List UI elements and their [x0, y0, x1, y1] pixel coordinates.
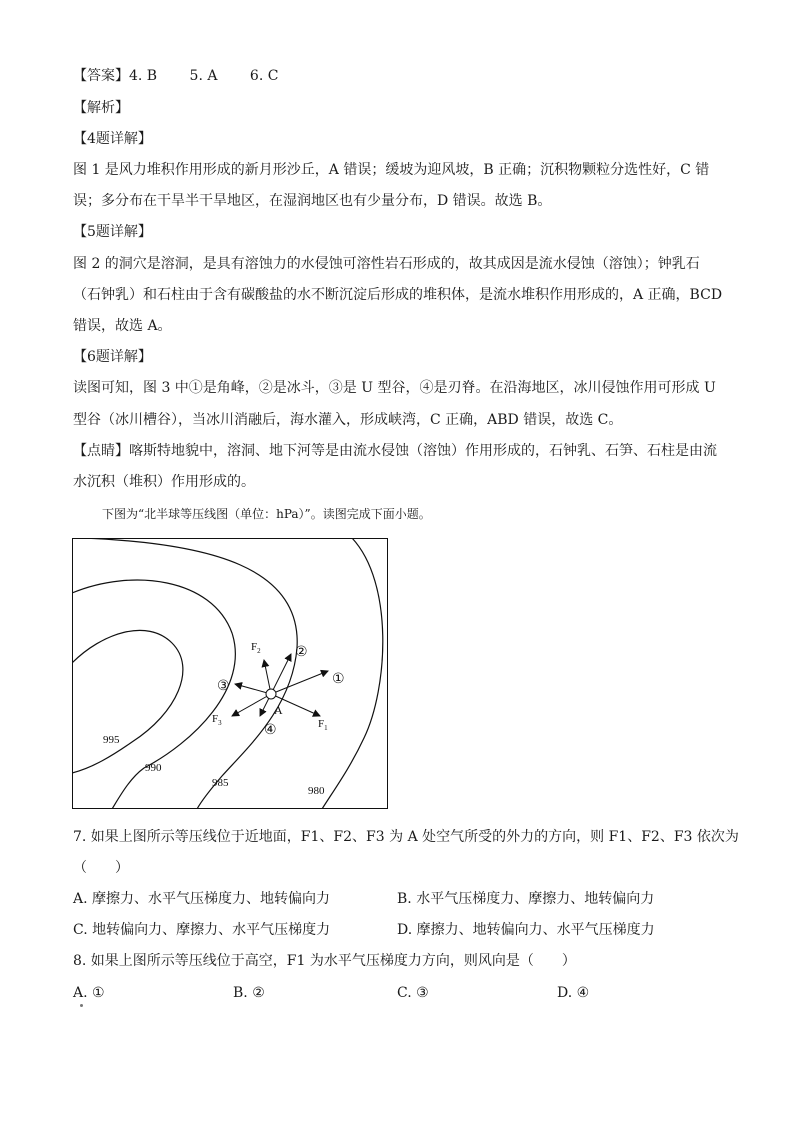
answer-line: [73, 66, 278, 86]
q7-option-d[interactable]: D. 摩擦力、地转偏向力、水平气压梯度力: [397, 922, 655, 938]
q6-label: 【6题详解】: [73, 349, 152, 365]
q5-line-3: 错误，故选 A。: [73, 318, 172, 334]
answer-label: 【答案】: [73, 68, 129, 84]
q8-stem: 8. 如果上图所示等压线位于高空，F1 为水平气压梯度力方向，则风向是（ ）: [73, 953, 576, 969]
tip-line-1: [73, 441, 717, 461]
figure-intro: 下图为“北半球等压线图（单位：hPa）”。读图完成下面小题。: [102, 507, 431, 521]
analysis-label: 【解析】: [73, 100, 129, 116]
tip-line-2: 水沉积（堆积）作用形成的。: [73, 474, 255, 490]
tip-text-1: 喀斯特地貌中，溶洞、地下河等是由流水侵蚀（溶蚀）作用形成的，石钟乳、石笋、石柱是由流: [129, 443, 717, 459]
q5-label: 【5题详解】: [73, 224, 152, 240]
q7-stem-2: （ ）: [73, 860, 129, 876]
label-f2: $F_2$: [251, 641, 261, 655]
isobar-995: [72, 630, 183, 773]
label-dir-3: ③: [217, 678, 230, 694]
q5-line-1: 图 2 的洞穴是溶洞，是具有溶蚀力的水侵蚀可溶性岩石形成的，故其成因是流水侵蚀（溶蚀）；钟乳石: [73, 256, 700, 272]
q4-line-2: 误；多分布在干旱半干旱地区，在湿润地区也有少量分布，D 错误。故选 B。: [73, 193, 552, 209]
label-dir-2: ②: [295, 644, 308, 660]
stray-mark: [80, 1004, 83, 1007]
isobar-985: [82, 538, 297, 809]
q6-line-2: 型谷（冰川槽谷），当冰川消融后，海水灌入，形成峡湾，C 正确，ABD 错误，故选 C。: [73, 412, 623, 428]
isobar-label-990: 990: [145, 762, 162, 774]
isobar-label-980: 980: [308, 785, 325, 797]
label-f3: $F_3$: [212, 713, 222, 727]
point-a-label: A: [274, 703, 283, 717]
q4-line-1: 图 1 是风力堆积作用形成的新月形沙丘，A 错误；缓坡为迎风坡，B 正确；沉积物颗粒分选性好，C 错: [73, 162, 710, 178]
arrow-1: [271, 671, 328, 694]
point-a: [266, 689, 276, 699]
q7-option-a[interactable]: A. 摩擦力、水平气压梯度力、地转偏向力: [73, 891, 331, 907]
isobar-figure: [72, 538, 388, 809]
q4-label: 【4题详解】: [73, 131, 152, 147]
isobar-990: [72, 580, 235, 809]
label-f1: $F_1$: [318, 718, 328, 732]
q8-option-d[interactable]: D. ④: [557, 985, 590, 1001]
isobar-label-995: 995: [103, 734, 120, 746]
q8-option-b[interactable]: B. ②: [233, 985, 265, 1001]
q5-line-2: （石钟乳）和石柱由于含有碳酸盐的水不断沉淀后形成的堆积体，是流水堆积作用形成的，A 正确，BCD: [73, 287, 723, 303]
q7-option-c[interactable]: C. 地转偏向力、摩擦力、水平气压梯度力: [73, 922, 331, 938]
label-dir-4: ④: [264, 722, 277, 738]
isobar-label-985: 985: [212, 777, 229, 789]
label-dir-1: ①: [332, 671, 345, 687]
q8-option-a[interactable]: A. ①: [73, 985, 105, 1001]
arrow-3: [235, 684, 271, 694]
tip-label: 【点睛】: [73, 443, 129, 459]
arrow-2: [271, 654, 291, 694]
q6-line-1: 读图可知，图 3 中①是角峰，②是冰斗，③是 U 型谷，④是刃脊。在沿海地区，冰川侵蚀作用可形成 U: [73, 380, 716, 396]
q8-option-c[interactable]: C. ③: [397, 985, 429, 1001]
answer-text: 4. B 5. A 6. C: [129, 68, 279, 84]
q7-option-b[interactable]: B. 水平气压梯度力、摩擦力、地转偏向力: [397, 891, 655, 907]
q7-stem-1: 7. 如果上图所示等压线位于近地面，F1、F2、F3 为 A 处空气所受的外力的方向，则 F1、F2、F3 依次为: [73, 829, 739, 845]
